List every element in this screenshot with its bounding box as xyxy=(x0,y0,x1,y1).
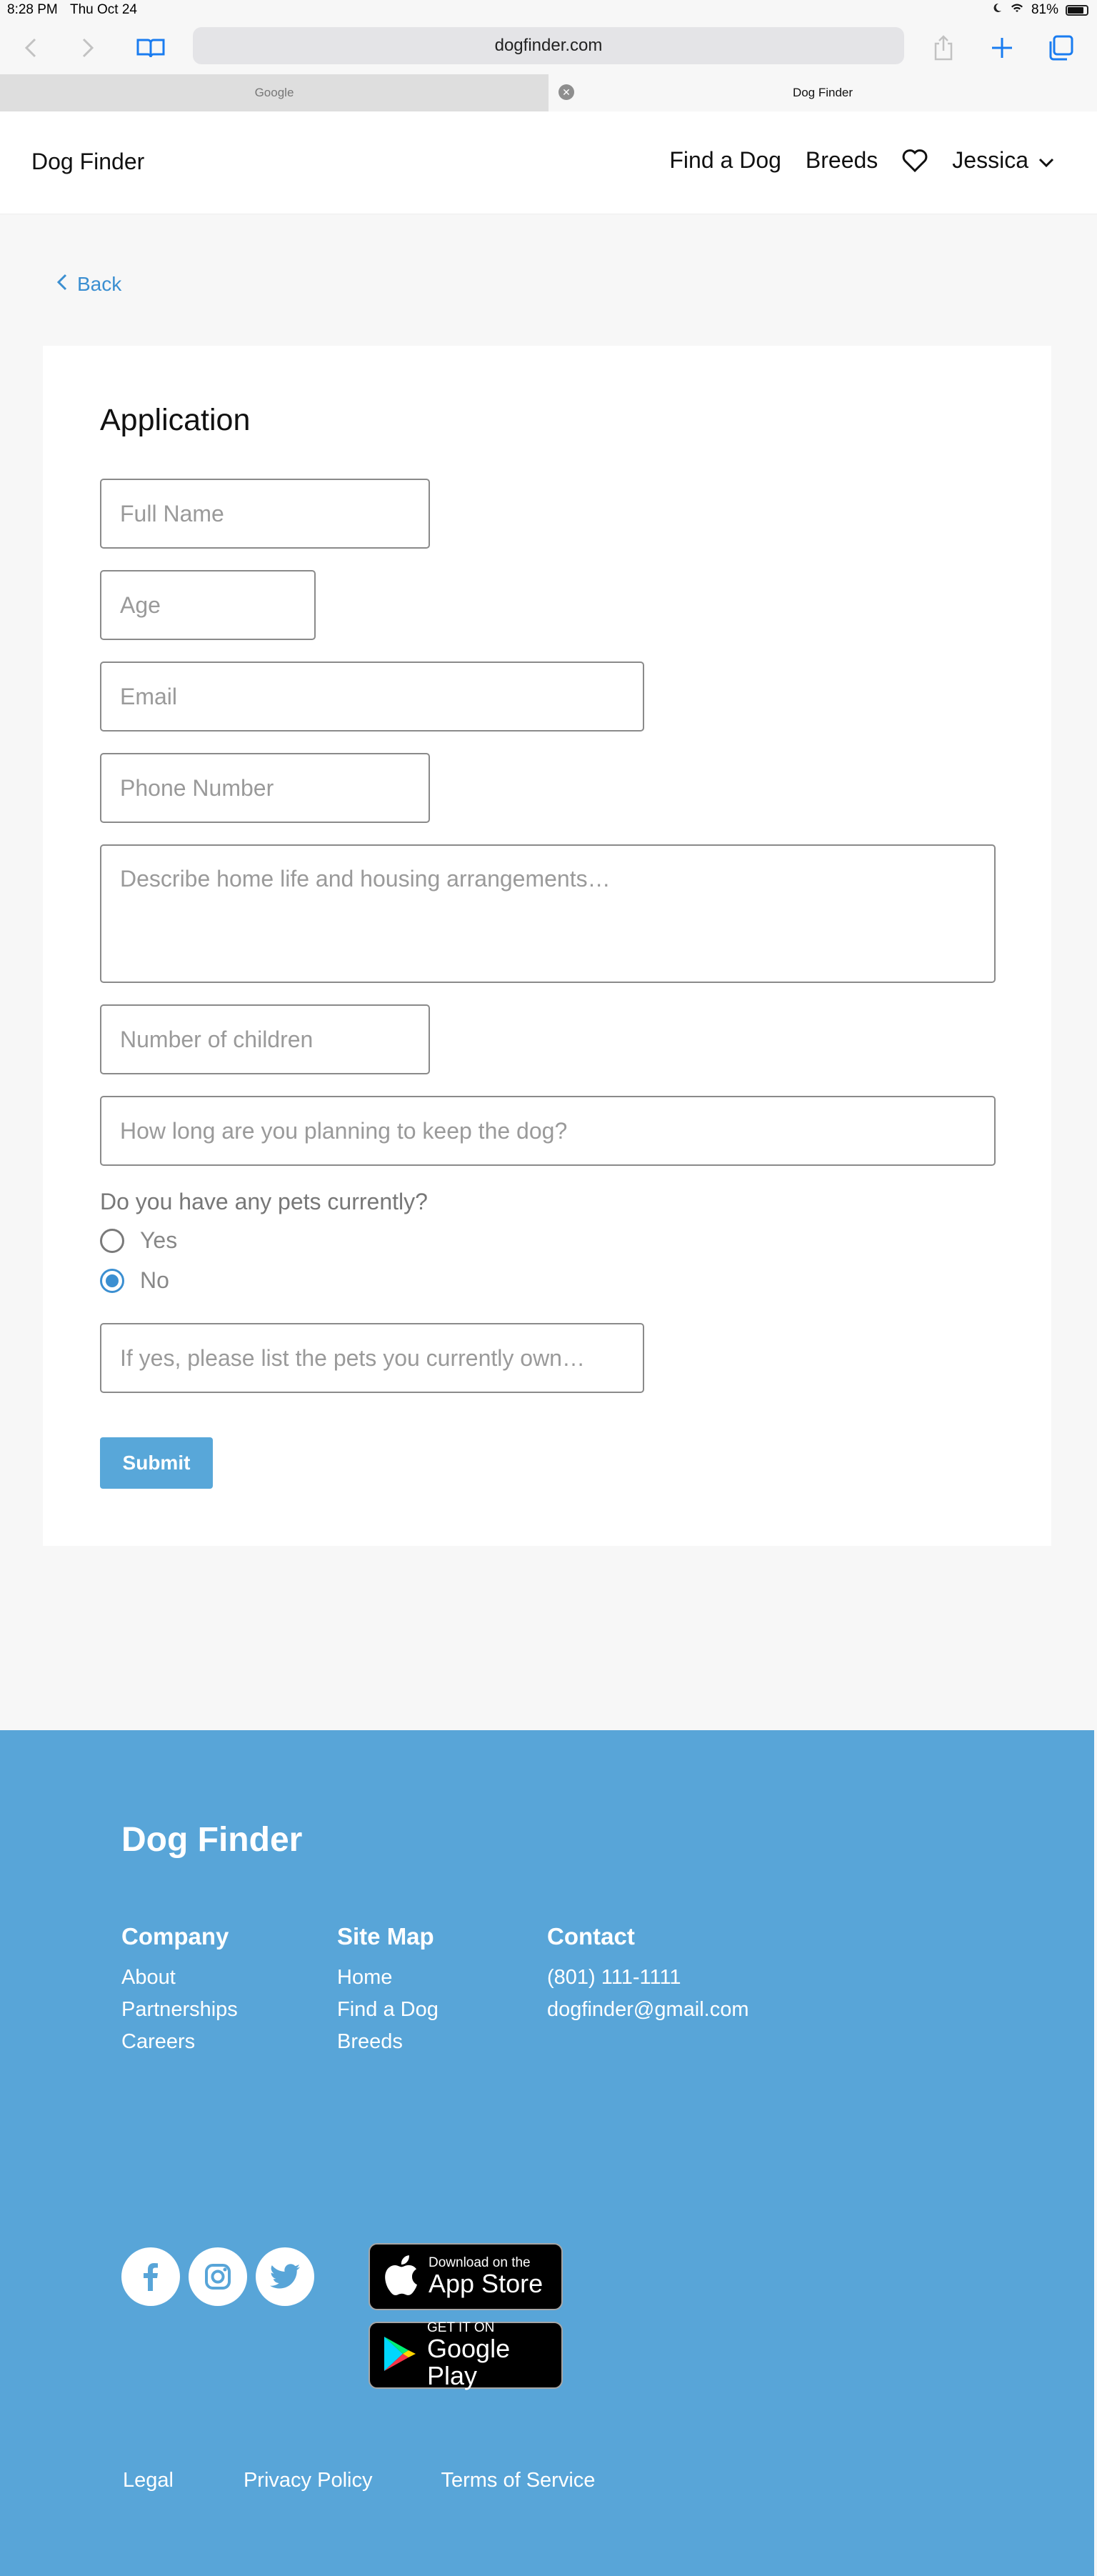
status-date: Thu Oct 24 xyxy=(70,2,137,17)
footer-link-about[interactable]: About xyxy=(121,1966,176,1989)
share-icon[interactable] xyxy=(926,30,961,66)
footer-heading: Contact xyxy=(547,1923,635,1950)
forward-arrow-icon[interactable] xyxy=(70,30,106,66)
footer-link-careers[interactable]: Careers xyxy=(121,2030,196,2053)
footer-brand: Dog Finder xyxy=(121,1821,303,1859)
app-store-badge[interactable] xyxy=(369,2243,563,2310)
keep-duration-field[interactable] xyxy=(100,1096,996,1166)
footer-email[interactable]: dogfinder@gmail.com xyxy=(547,1998,749,2021)
site-footer xyxy=(0,1730,1094,2576)
footer-link-breeds[interactable]: Breeds xyxy=(337,2030,403,2053)
main-nav xyxy=(669,147,1054,174)
site-logo[interactable]: Dog Finder xyxy=(31,149,145,174)
browser-tabs xyxy=(0,74,1097,111)
footer-link-terms[interactable]: Terms of Service xyxy=(441,2469,596,2492)
google-play-icon xyxy=(383,2335,417,2376)
status-indicators xyxy=(991,2,1088,18)
app-store-big-text: App Store xyxy=(429,2269,544,2298)
radio-label: Yes xyxy=(140,1227,178,1253)
tab-label: Google xyxy=(254,86,294,99)
google-play-big-text: Google Play xyxy=(427,2334,511,2390)
radio-button-selected[interactable] xyxy=(100,1269,124,1293)
browser-toolbar xyxy=(0,21,1097,74)
footer-link-partnerships[interactable]: Partnerships xyxy=(121,1998,238,2021)
footer-link-find-a-dog[interactable]: Find a Dog xyxy=(337,1998,439,2021)
url-text: dogfinder.com xyxy=(494,36,603,55)
children-field[interactable] xyxy=(100,1004,430,1074)
radio-label: No xyxy=(140,1267,169,1293)
radio-button[interactable] xyxy=(100,1229,124,1253)
twitter-icon[interactable] xyxy=(256,2247,314,2306)
battery-icon xyxy=(1066,5,1088,16)
facebook-icon[interactable] xyxy=(121,2247,180,2306)
pets-list-field[interactable] xyxy=(100,1323,644,1393)
site-header xyxy=(0,111,1097,214)
heart-icon[interactable] xyxy=(902,148,928,174)
footer-phone[interactable]: (801) 111-1111 xyxy=(547,1966,681,1989)
new-tab-icon[interactable] xyxy=(984,30,1020,66)
battery-percent: 81% xyxy=(1031,2,1058,17)
footer-link-legal[interactable]: Legal xyxy=(123,2469,174,2492)
tab-google[interactable] xyxy=(0,74,548,111)
google-play-badge[interactable] xyxy=(369,2322,563,2389)
app-store-text xyxy=(429,2256,543,2297)
tab-label: Dog Finder xyxy=(792,86,853,99)
footer-sitemap xyxy=(337,1923,439,2062)
tabs-overview-icon[interactable] xyxy=(1043,30,1078,66)
footer-link-privacy[interactable]: Privacy Policy xyxy=(243,2469,373,2492)
user-name: Jessica xyxy=(952,147,1028,173)
instagram-icon[interactable] xyxy=(189,2247,247,2306)
footer-link-home[interactable]: Home xyxy=(337,1966,393,1989)
status-time: 8:28 PM xyxy=(7,2,58,17)
footer-company xyxy=(121,1923,238,2062)
footer-contact xyxy=(547,1923,749,2030)
submit-button[interactable]: Submit xyxy=(100,1437,213,1489)
email-field[interactable] xyxy=(100,662,644,732)
nav-find-a-dog[interactable]: Find a Dog xyxy=(669,147,781,173)
chevron-left-icon xyxy=(57,273,67,296)
google-play-text xyxy=(427,2321,561,2390)
nav-breeds[interactable]: Breeds xyxy=(805,147,878,173)
google-play-small-text: GET IT ON xyxy=(427,2320,495,2335)
footer-heading: Site Map xyxy=(337,1923,434,1950)
moon-icon xyxy=(991,2,1003,18)
age-field[interactable] xyxy=(100,570,316,640)
back-label: Back xyxy=(77,273,122,295)
full-name-field[interactable] xyxy=(100,479,430,549)
home-life-textarea[interactable] xyxy=(100,844,996,983)
app-store-small-text: Download on the xyxy=(429,2255,531,2270)
wifi-icon xyxy=(1010,2,1024,18)
application-card xyxy=(43,346,1051,1546)
close-tab-icon[interactable]: ✕ xyxy=(558,84,574,100)
legal-links xyxy=(123,2469,595,2492)
pets-option-yes[interactable] xyxy=(100,1227,177,1254)
pets-question: Do you have any pets currently? xyxy=(100,1189,428,1214)
back-arrow-icon[interactable] xyxy=(13,30,49,66)
status-bar xyxy=(0,0,1097,21)
tab-dog-finder[interactable] xyxy=(548,74,1097,111)
apple-icon xyxy=(383,2254,419,2300)
back-link[interactable] xyxy=(57,273,121,296)
user-menu[interactable] xyxy=(952,147,1054,174)
url-bar[interactable] xyxy=(193,27,904,64)
pets-option-no[interactable] xyxy=(100,1267,169,1294)
chevron-down-icon xyxy=(1038,147,1054,174)
bookmarks-icon[interactable] xyxy=(133,30,169,66)
phone-field[interactable] xyxy=(100,753,430,823)
footer-heading: Company xyxy=(121,1923,229,1950)
social-links xyxy=(121,2247,314,2306)
page-title: Application xyxy=(100,403,251,437)
